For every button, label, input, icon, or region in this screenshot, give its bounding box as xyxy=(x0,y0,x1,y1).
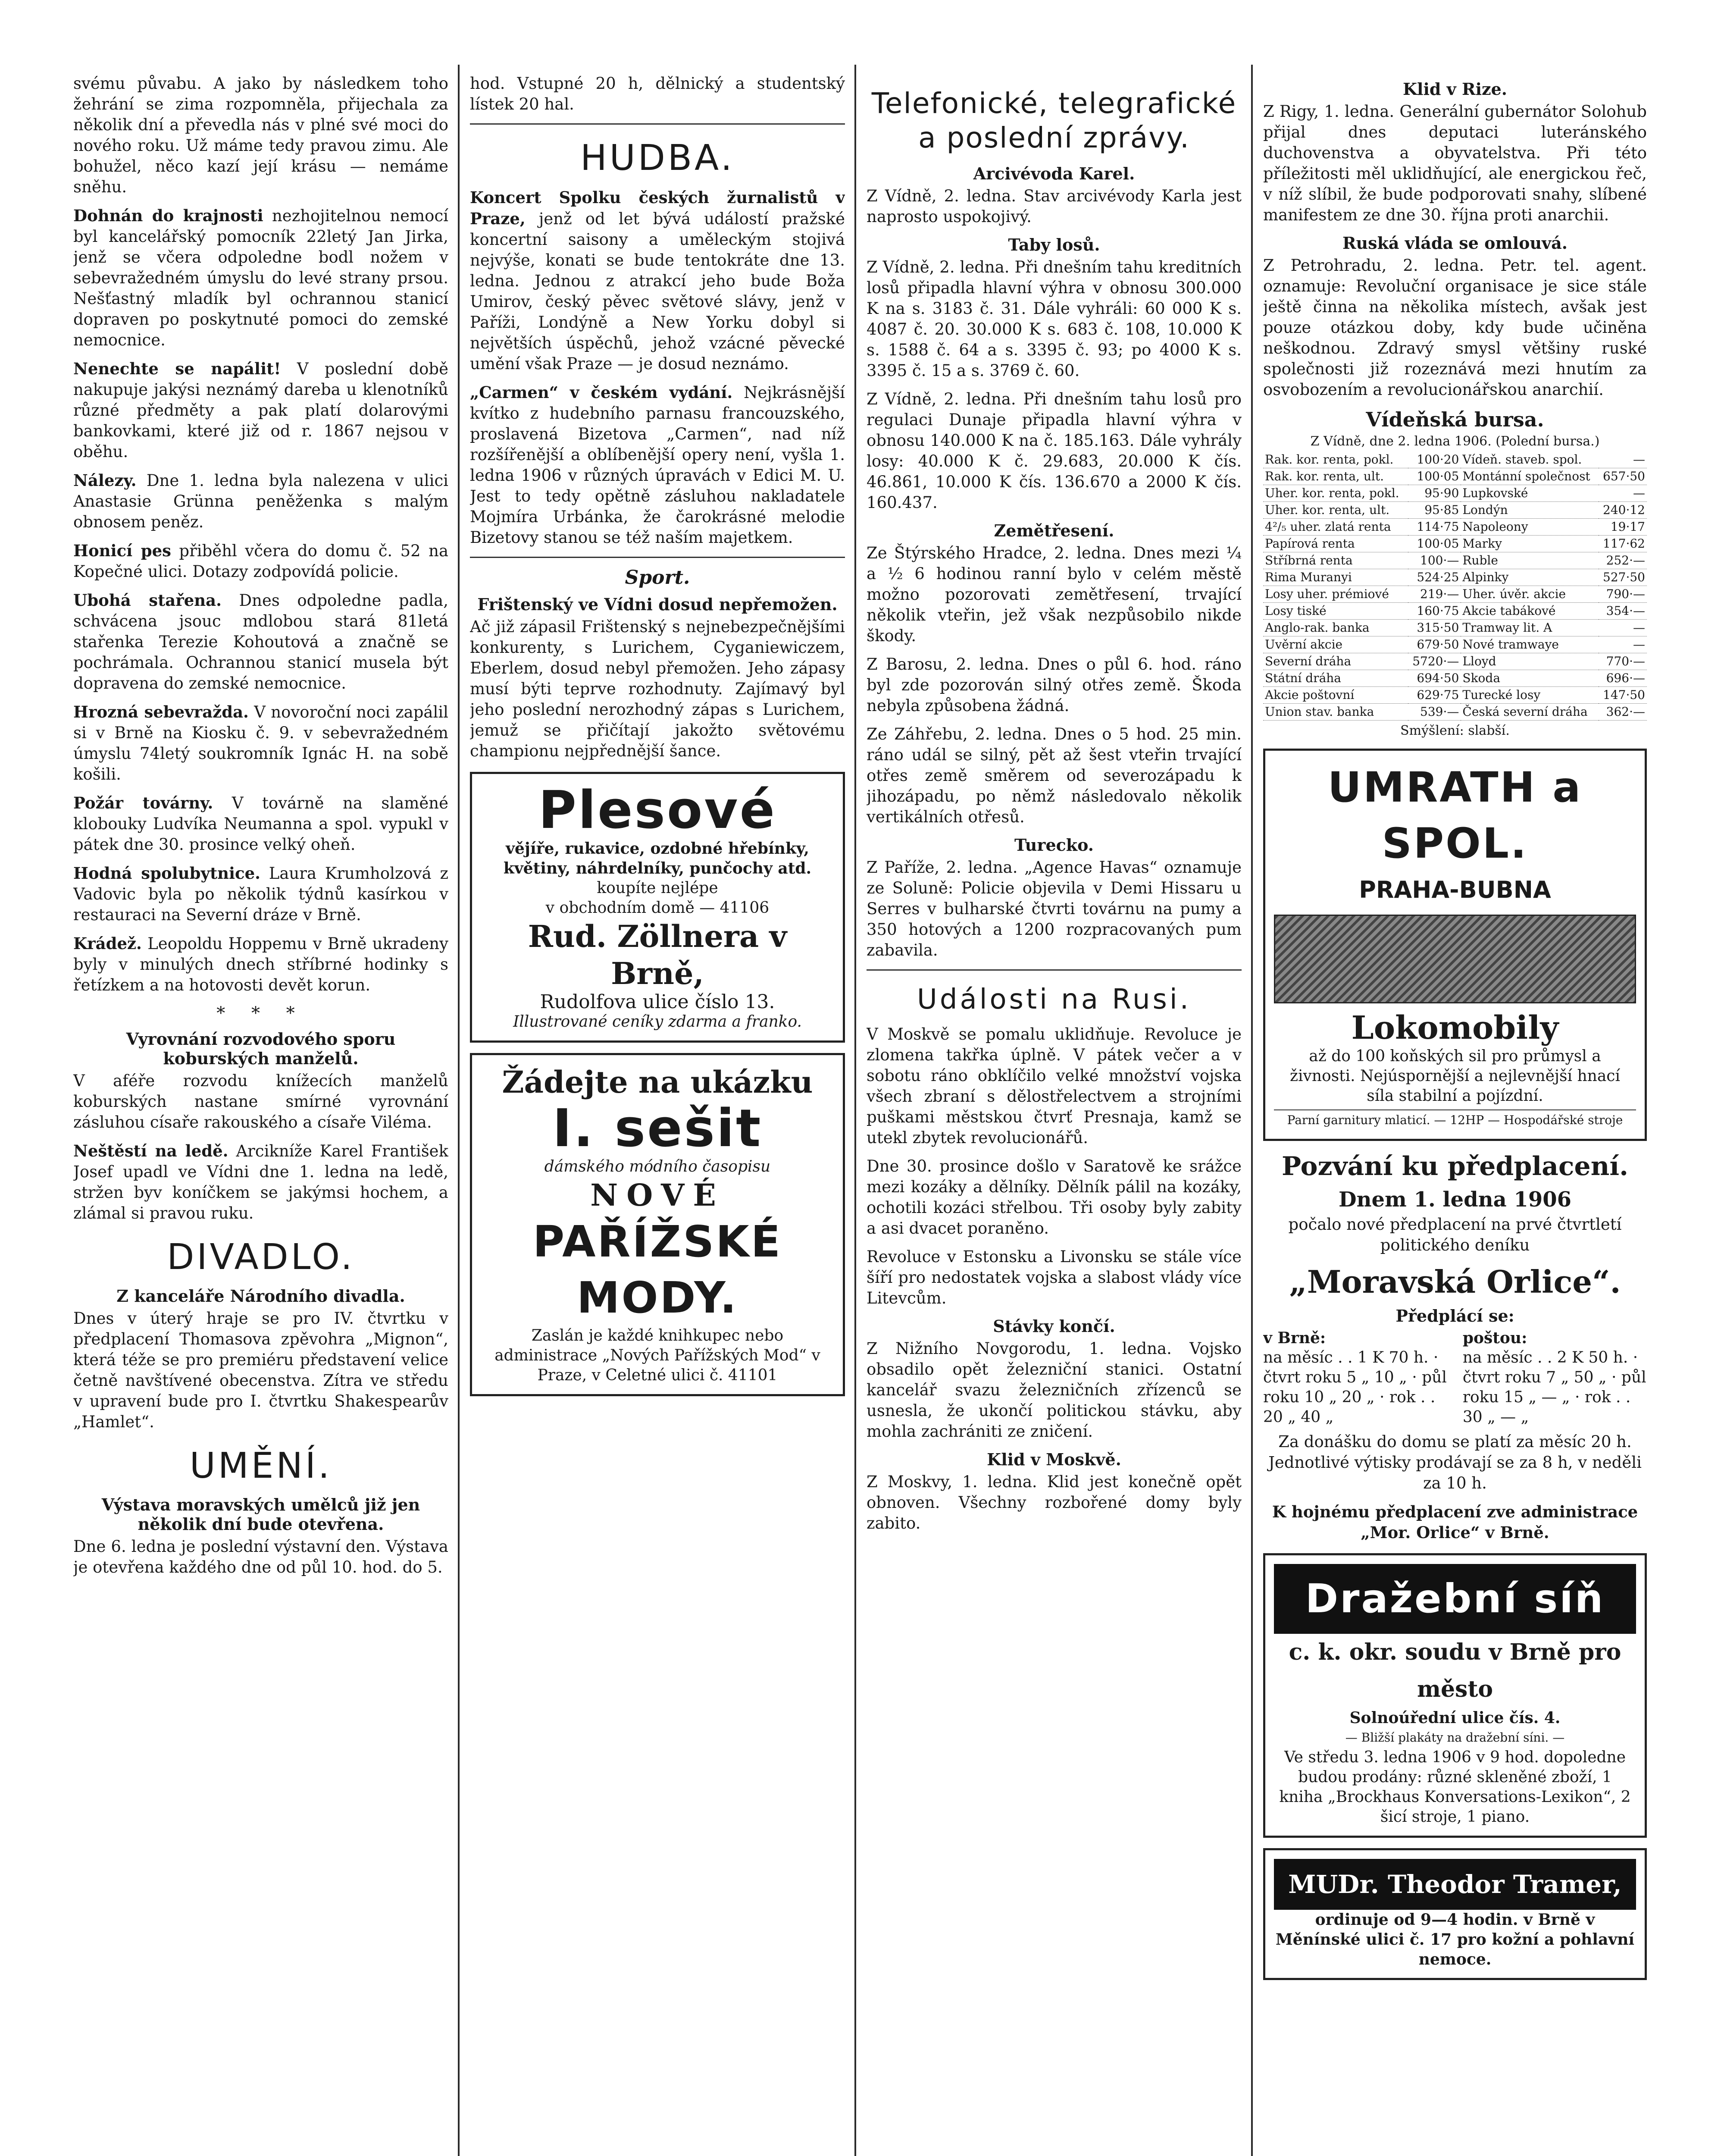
bourse-price: 100·05 xyxy=(1408,468,1461,485)
bourse-security: Lupkovské xyxy=(1461,485,1599,502)
subscription-prices xyxy=(1263,1328,1647,1427)
bourse-security: Lloyd xyxy=(1461,653,1599,670)
bourse-price: 694·50 xyxy=(1408,670,1461,687)
article-text: Z Vídně, 2. ledna. Stav arcivévody Karla jest naprosto uspokojivý. xyxy=(867,187,1242,226)
bourse-security: Losy tiské xyxy=(1263,603,1408,620)
advertisement-zollner xyxy=(470,772,845,1043)
bourse-security: Union stav. banka xyxy=(1263,704,1408,721)
article-text: Revoluce v Estonsku a Livonsku se stále více šíří pro nedostatek vojska a slabost vlády více Litevcům. xyxy=(867,1247,1242,1307)
news-item xyxy=(73,1141,448,1224)
bourse-security: Turecké losy xyxy=(1461,687,1599,704)
bourse-price: 5720·— xyxy=(1408,653,1461,670)
news-item xyxy=(73,358,448,462)
news-lead: Nenechte se napálit! xyxy=(73,359,281,378)
article-heading: Klid v Rize. xyxy=(1402,79,1507,99)
article-heading: Taby losů. xyxy=(1008,235,1100,254)
bourse-price: 696·— xyxy=(1599,670,1647,687)
bourse-price: 100·— xyxy=(1408,552,1461,569)
bourse-price: 95·90 xyxy=(1408,485,1461,502)
article-heading: Frištenský ve Vídni dosud nepřemožen. xyxy=(477,595,838,614)
bourse-price: 524·25 xyxy=(1408,569,1461,586)
bourse-security: Česká severní dráha xyxy=(1461,704,1599,721)
bourse-row xyxy=(1263,569,1647,586)
news-text: V poslední době nakupuje jakýsi neznámý dareba u klenotníků různé předměty a pak platí dolarovými bankovkami, které již od r. 1867 nejsou v oběhu. xyxy=(73,360,448,461)
article-text: hod. Vstupné 20 h, dělnický a studentský lístek 20 hal. xyxy=(470,74,845,113)
news-item xyxy=(73,933,448,996)
article-heading: Klid v Moskvě. xyxy=(987,1450,1121,1469)
section-title-sport: Sport. xyxy=(625,567,690,589)
bourse-price: 147·50 xyxy=(1599,687,1647,704)
article-heading: Turecko. xyxy=(1014,835,1094,855)
news-item xyxy=(73,590,448,694)
column-3 xyxy=(867,73,1242,2156)
news-text: V továrně na slaměné klobouky Ludvíka Neumanna a spol. vypukl v pátek dne 30. prosince velký oheň. xyxy=(73,794,448,854)
bourse-security: Uher. úvěr. akcie xyxy=(1461,586,1599,603)
bourse-security: Ruble xyxy=(1461,552,1599,569)
bourse-price: 657·50 xyxy=(1599,468,1647,485)
bourse-price: 527·50 xyxy=(1599,569,1647,586)
column-rule xyxy=(1251,65,1253,2156)
column-4 xyxy=(1263,73,1647,2156)
bourse-row xyxy=(1263,502,1647,519)
bourse-security: Uher. kor. renta, ult. xyxy=(1263,502,1408,519)
ad-title: MUDr. Theodor Tramer, xyxy=(1274,1859,1636,1910)
bourse-table xyxy=(1263,451,1647,721)
bourse-security: Stříbrná renta xyxy=(1263,552,1408,569)
bourse-security: Severní dráha xyxy=(1263,653,1408,670)
subscription-admin: K hojnému předplacení zve administrace „Mor. Orlice“ v Brně. xyxy=(1272,1502,1638,1542)
article-heading: Arcivévoda Karel. xyxy=(973,164,1135,183)
bourse-price: 539·— xyxy=(1408,704,1461,721)
ad-text: až do 100 koňských sil pro průmysl a živnosti. Nejúspornější a nejlevnější hnací síla stabilní a pojízdní. xyxy=(1290,1047,1620,1105)
bourse-security: Marky xyxy=(1461,536,1599,552)
bourse-security: Tramway lit. A xyxy=(1461,620,1599,636)
ad-text: Ve středu 3. ledna 1906 v 9 hod. dopoledne budou prodány: různé skleněné zboží, 1 kniha „Brockhaus Konversations-Lexikon“, 2 šicí stroje, 1 piano. xyxy=(1279,1749,1631,1826)
ad-text: c. k. okr. soudu v Brně pro město xyxy=(1289,1639,1621,1702)
bourse-row xyxy=(1263,468,1647,485)
ad-text: vějíře, rukavice, ozdobné hřebínky, květiny, náhrdelníky, punčochy atd. xyxy=(503,840,812,877)
column-2 xyxy=(470,73,845,2156)
bourse-price: 95·85 xyxy=(1408,502,1461,519)
article-text: Ze Štýrského Hradce, 2. ledna. Dnes mezi ¼ a ½ 6 hodinou ranní bylo v celém městě možno pozorovati zemětřesení, trvající několik vteřin, jež však nezpůsobilo nikde škody. xyxy=(867,544,1242,645)
bourse-security: Rak. kor. renta, ult. xyxy=(1263,468,1408,485)
bourse-row xyxy=(1263,485,1647,502)
news-item xyxy=(73,863,448,925)
bourse-price: 770·— xyxy=(1599,653,1647,670)
ad-text: Žádejte na ukázku xyxy=(502,1064,813,1100)
bourse-row xyxy=(1263,586,1647,603)
ad-text: Illustrované ceníky zdarma a franko. xyxy=(513,1013,802,1031)
article-text: Z Petrohradu, 2. ledna. Petr. tel. agent. oznamuje: Revoluční organisace je sice stále ještě činna na několika místech, avšak jest pouze otázkou doby, kdy bude učiněna neškodnou. Zdravý smysl většiny ruské společnosti již rozeznává mezi hnutím za osvobozením a revolucionářskou anarchií. xyxy=(1263,256,1647,399)
bourse-security: Papírová renta xyxy=(1263,536,1408,552)
prices-list: na měsíc . . 2 K 50 h. · čtvrt roku 7 „ 50 „ · půl roku 15 „ — „ · rok . . 30 „ — „ xyxy=(1462,1349,1646,1426)
news-item xyxy=(470,187,845,374)
bourse-price: 114·75 xyxy=(1408,519,1461,536)
prices-label: v Brně: xyxy=(1263,1329,1326,1347)
article-text: Z Rigy, 1. ledna. Generální gubernátor Solohub přijal dnes deputaci luteránského duchovenstva a obyvatelstva. Při této příležitosti měl uklidňující, ale energickou řeč, v níž slíbil, že bude podporovati snahy, slíbené manifestem ze dne 30. října proti anarchii. xyxy=(1263,102,1647,224)
news-text: Nejkrásnější kvítko z hudebního parnasu francouzského, proslavená Bizetova „Carmen“, nad níž rozšířenější a oblíbenější opery není, vyšla 1. ledna 1906 v různých úpravách v Edici M. U. Jest to tedy opětně zásluhou nakladatele Mojmíra Urbánka, že čarokrásné melodie Bizetovy stanou se též naším majetkem. xyxy=(470,383,845,547)
bourse-price: 117·62 xyxy=(1599,536,1647,552)
locomobile-illustration xyxy=(1274,915,1636,1003)
bourse-price: 19·17 xyxy=(1599,519,1647,536)
news-lead: Hodná spolubytnice. xyxy=(73,864,260,883)
divider xyxy=(470,557,845,558)
prices-label: poštou: xyxy=(1462,1329,1527,1347)
article-text: Dnes v úterý hraje se pro IV. čtvrtku v předplacení Thomasova zpěvohra „Mignon“, která téže se pro premiéru představení velice četně navštívené obecenstva. Zítra ve středu v upravení bude pro I. čtvrtku Shakespearův „Hamlet“. xyxy=(73,1309,448,1431)
news-lead: Honicí pes xyxy=(73,541,171,560)
article-heading: Stávky končí. xyxy=(993,1316,1115,1336)
news-text: V novoroční noci zapálil si v Brně na Kiosku č. 9. v sebevražedném úmyslu 74letý soukromník Ignác H. na sobě košili. xyxy=(73,703,448,783)
news-item xyxy=(73,205,448,351)
bourse-security: Skoda xyxy=(1461,670,1599,687)
news-text: přiběhl včera do domu č. 52 na Kopečné ulici. Dotazy zodpovídá policie. xyxy=(73,542,448,581)
ad-address: Rudolfova ulice číslo 13. xyxy=(540,991,775,1013)
column-rule xyxy=(854,65,856,2156)
news-text: Dne 1. ledna byla nalezena v ulici Anastasie Grünna peněženka s malým obnosem peněz. xyxy=(73,471,448,531)
bourse-security: Akcie tabákové xyxy=(1461,603,1599,620)
ad-title: Dražební síň xyxy=(1274,1564,1636,1634)
bourse-row xyxy=(1263,670,1647,687)
news-item xyxy=(73,470,448,533)
news-text: Dnes odpoledne padla, schvácena jsouc mdlobou stará 81letá stařenka Terezie Kohoutová a značně se pochrámala. Ochrannou stanicí musela být dopravena do zemské nemocnice. xyxy=(73,591,448,693)
subscription-head: Předplácí se: xyxy=(1395,1306,1514,1326)
prices-posta xyxy=(1463,1328,1647,1427)
bourse-security: Montánní společnost xyxy=(1461,468,1599,485)
prices-list: na měsíc . . 1 K 70 h. · čtvrt roku 5 „ 10 „ · půl roku 10 „ 20 „ · rok . . 20 „ 40 „ xyxy=(1263,1349,1447,1426)
bourse-subheading: Z Vídně, dne 2. ledna 1906. (Polední bursa.) xyxy=(1310,434,1600,449)
article-heading: Zemětřesení. xyxy=(994,521,1114,540)
article-text: Ač již zápasil Frištenský s nejnebezpečnějšími konkurenty, s Lurichem, Cyganiewiczem, Eberlem, dosud nebyl přemožen. Jeho zápasy musí býti teprve rozhodnuty. Zajímavý byl jeho poslední nerozhodný zápas s Lurichem, jemuž se přičítají jakožto světovému championu nejpřednější šance. xyxy=(470,617,845,760)
bourse-security: Rak. kor. renta, pokl. xyxy=(1263,451,1408,468)
ad-text: koupíte nejlépe xyxy=(597,879,718,897)
article-text: Z Paříže, 2. ledna. „Agence Havas“ oznamuje ze Soluně: Policie objevila v Demi Hissaru u Serres v bulharské čtvrti továrnu na pumy a 350 hotových a 1200 rozpracovaných pum zabavila. xyxy=(867,858,1242,959)
bourse-security: 4²/₅ uher. zlatá renta xyxy=(1263,519,1408,536)
section-title-divadlo: DIVADLO. xyxy=(167,1237,355,1278)
ad-text: ordinuje od 9—4 hodin. v Brně v Měnínské ulici č. 17 pro kožní a pohlavní nemoce. xyxy=(1275,1911,1635,1968)
ad-headline: Plesové xyxy=(538,780,776,840)
bourse-price: — xyxy=(1599,485,1647,502)
news-lead: Koncert Spolku českých žurnalistů v Praze, xyxy=(470,188,845,228)
article-text: Z Vídně, 2. ledna. Při dnešním tahu kreditních losů připadla hlavní výhra v obnosu 300.000 K na s. 3183 č. 31. Dále vyhráli: 60 000 K s. 4087 č. 20. 30.000 K s. 683 č. 108, 10.000 K s. 1588 č. 64 a s. 3395 č. 93; po 4000 K s. 3395 č. 15 a s. 3769 č. 60. xyxy=(867,258,1242,380)
bourse-price: 315·50 xyxy=(1408,620,1461,636)
bourse-price: 160·75 xyxy=(1408,603,1461,620)
news-lead: Hrozná sebevražda. xyxy=(73,702,249,721)
bourse-security: Alpinky xyxy=(1461,569,1599,586)
news-text: Leopoldu Hoppemu v Brně ukradeny byly v minulých dnech stříbrné hodinky s řetízkem a na hotovosti devět korun. xyxy=(73,934,448,994)
news-lead: Požár továrny. xyxy=(73,793,213,812)
article-heading: Výstava moravských umělců již jen několik dní bude otevřena. xyxy=(101,1495,420,1534)
section-title-telegraph: Telefonické, telegrafické a poslední zprávy. xyxy=(871,87,1237,154)
bourse-security: Rima Muranyi xyxy=(1263,569,1408,586)
advertisement-modes xyxy=(470,1053,845,1396)
bourse-row xyxy=(1263,552,1647,569)
bourse-note: Smýšlení: slabší. xyxy=(1400,723,1510,738)
ad-text: NOVÉ xyxy=(590,1177,725,1213)
bourse-security: Nové tramwaye xyxy=(1461,636,1599,653)
bourse-price: 354·— xyxy=(1599,603,1647,620)
bourse-price: 362·— xyxy=(1599,704,1647,721)
ad-city: PRAHA-BUBNA xyxy=(1359,876,1551,903)
bourse-price: 100·05 xyxy=(1408,536,1461,552)
bourse-security: Uvěrní akcie xyxy=(1263,636,1408,653)
bourse-row xyxy=(1263,620,1647,636)
article-text: V Moskvě se pomalu uklidňuje. Revoluce je zlomena takřka úplně. V pátek večer a v sobotu ráno obklíčilo velké množství vojska všech zbraní s dělostřelectvem a strojními puškami městskou čtvrť Presnaja, kamž se utekl zbytek revolucionářů. xyxy=(867,1025,1242,1147)
advertisement-umrath xyxy=(1263,749,1647,1141)
bourse-row xyxy=(1263,636,1647,653)
bourse-price: — xyxy=(1599,451,1647,468)
bourse-row xyxy=(1263,603,1647,620)
advertisement-tramer xyxy=(1263,1848,1647,1980)
bourse-security: Státní dráha xyxy=(1263,670,1408,687)
ad-headline: I. sešit xyxy=(552,1099,763,1159)
article-text: Ze Záhřebu, 2. ledna. Dnes o 5 hod. 25 min. ráno udál se silný, pět až šest vteřin trvající otřes země směrem od severozápadu k jihozápadu, po němž následovalo několik vertikálních otřesů. xyxy=(867,725,1242,826)
news-text: jenž od let bývá událostí pražské koncertní saisony a uměleckým stojivá nejvýše, konati se bude tentokráte dne 13. ledna. Jednou z atrakcí jeho bude Boža Umirov, český pěvec světové slávy, jenž v Paříži, Londýně a New Yorku dobyl si největších úspěchů, jehož vzácné pěvecké umění však Praze — je dosud neznámo. xyxy=(470,210,845,373)
article-heading: Z kanceláře Národního divadla. xyxy=(116,1286,405,1306)
bourse-row xyxy=(1263,687,1647,704)
intro-paragraph: svému půvabu. A jako by následkem toho žehrání se zima rozpomněla, přijechala za několik dní a převedla nás v plné své moci do nového roku. Už máme tedy pravou zimu. Ale bohužel, něco kazí její krásu — nemáme sněhu. xyxy=(73,74,448,196)
news-lead: „Carmen“ v českém vydání. xyxy=(470,383,733,402)
prices-brno xyxy=(1263,1328,1447,1427)
news-lead: Neštěstí na ledě. xyxy=(73,1141,228,1160)
subscription-title: Pozvání ku předplacení. xyxy=(1281,1151,1629,1181)
news-lead: Nálezy. xyxy=(73,471,137,490)
ad-firm: Rud. Zöllnera v Brně, xyxy=(528,918,787,991)
bourse-security: Anglo-rak. banka xyxy=(1263,620,1408,636)
bourse-price: 252·— xyxy=(1599,552,1647,569)
news-item xyxy=(73,793,448,855)
ad-firm: UMRATH a SPOL. xyxy=(1327,763,1583,868)
ad-product: Lokomobily xyxy=(1351,1009,1559,1047)
section-title-umeni: UMĚNÍ. xyxy=(189,1445,332,1486)
news-lead: Ubohá stařena. xyxy=(73,591,222,610)
section-title-rusi: Události na Rusi. xyxy=(917,984,1191,1015)
bourse-price: 240·12 xyxy=(1599,502,1647,519)
news-item xyxy=(73,702,448,785)
news-text: Laura Krumholzová z Vadovic byla po několik týdnů kasírkou v restauraci na Severní dráze v Brně. xyxy=(73,864,448,924)
bourse-security: Vídeň. staveb. spol. xyxy=(1461,451,1599,468)
news-text: nezhojitelnou nemocí byl kancelářský pomocník 22letý Jan Jirka, jenž se včera odpoledne bodl nožem v sebevražedném úmyslu do levé strany prsou. Nešťastný mladík byl ochrannou stanicí dopraven po poskytnuté pomoci do zemské nemocnice. xyxy=(73,207,448,349)
bourse-security: Uher. kor. renta, pokl. xyxy=(1263,485,1408,502)
advertisement-auction xyxy=(1263,1553,1647,1838)
newspaper-name: „Moravská Orlice“. xyxy=(1289,1263,1621,1300)
article-text: Dne 6. ledna je poslední výstavní den. Výstava je otevřena každého dne od půl 10. hod. do 5. xyxy=(73,1537,448,1576)
bourse-price: 100·20 xyxy=(1408,451,1461,468)
bourse-security: Akcie poštovní xyxy=(1263,687,1408,704)
divider xyxy=(867,969,1242,971)
article-heading: Ruská vláda se omlouvá. xyxy=(1342,233,1568,253)
article-text: V aféře rozvodu knížecích manželů koburských nastane smírné vyrovnání zásluhou císaře rakouského a císaře Viléma. xyxy=(73,1072,448,1131)
article-text: Z Moskvy, 1. ledna. Klid jest konečně opět obnoven. Všechny rozbořené domy byly zabito. xyxy=(867,1473,1242,1532)
bourse-price: — xyxy=(1599,636,1647,653)
ad-text: v obchodním domě — 41106 xyxy=(545,899,770,917)
bourse-price: 790·— xyxy=(1599,586,1647,603)
bourse-price: 679·50 xyxy=(1408,636,1461,653)
subscription-date: Dnem 1. ledna 1906 xyxy=(1338,1188,1572,1212)
ad-text: Parní garnitury mlaticí. — 12HP — Hospodářské stroje xyxy=(1274,1109,1636,1130)
article-text: Dne 30. prosince došlo v Saratově ke srážce mezi kozáky a dělníky. Dělník pálil na kozáky, ochotili kozáci střelbou. Tři osoby byly zabity a asi dvacet poraněno. xyxy=(867,1157,1242,1238)
subscription-text: počalo nové předplacení na prvé čtvrtletí politického deníku xyxy=(1288,1215,1622,1254)
news-text: Arcikníže Karel František Josef upadl ve Vídni dne 1. ledna na ledě, stržen byv koníčkem se jakýmsi hochem, a zlámal si pravou ruku. xyxy=(73,1142,448,1222)
news-item xyxy=(73,540,448,582)
article-heading: Vyrovnání rozvodového sporu koburských manželů. xyxy=(126,1029,396,1068)
bourse-row xyxy=(1263,536,1647,552)
subscription-note: Za donášku do domu se platí za měsíc 20 h. Jednotlivé výtisky prodávají se za 8 h, v neděli za 10 h. xyxy=(1268,1432,1642,1492)
bourse-security: Londýn xyxy=(1461,502,1599,519)
bourse-price: 219·— xyxy=(1408,586,1461,603)
news-lead: Dohnán do krajnosti xyxy=(73,206,263,225)
column-rule xyxy=(458,65,460,2156)
article-text: Z Barosu, 2. ledna. Dnes o půl 6. hod. ráno byl zde pozorován silný otřes země. Škoda nebyla způsobena žádná. xyxy=(867,655,1242,715)
bourse-row xyxy=(1263,704,1647,721)
ad-text: Zaslán je každé knihkupec nebo administrace „Nových Pařížských Mod“ v Praze, v Celetné ulici č. 41101 xyxy=(494,1327,820,1384)
column-1 xyxy=(73,73,448,2156)
news-lead: Krádež. xyxy=(73,934,142,953)
ad-address: Solnoúřední ulice čís. 4. xyxy=(1349,1709,1561,1727)
divider xyxy=(470,123,845,125)
article-text: Z Vídně, 2. ledna. Při dnešním tahu losů pro regulaci Dunaje připadla hlavní výhra v obnosu 140.000 K na č. 185.163. Dále vyhrály losy: 40.000 K č. 29.683, 20.000 K čís. 46.861, 10.000 K čís. 136.670 a 2000 K čís. 160.437. xyxy=(867,390,1242,512)
bourse-price: 629·75 xyxy=(1408,687,1461,704)
ad-title: PAŘÍŽSKÉ MODY. xyxy=(532,1216,782,1323)
article-text: Z Nižního Novgorodu, 1. ledna. Vojsko obsadilo opět železniční stanici. Ostatní kancelář svazu železničních zřízenců se usnesla, že ukončí politickou stávku, aby mohla zachrániti ze zničení. xyxy=(867,1339,1242,1441)
news-item xyxy=(470,382,845,548)
bourse-heading: Vídeňská bursa. xyxy=(1366,408,1544,431)
bourse-price: — xyxy=(1599,620,1647,636)
section-title-hudba: HUDBA. xyxy=(580,138,735,179)
bourse-row xyxy=(1263,451,1647,468)
bourse-row xyxy=(1263,653,1647,670)
ad-text: dámského módního časopisu xyxy=(544,1158,771,1175)
ad-text: — Bližší plakáty na dražební síni. — xyxy=(1345,1730,1565,1745)
bourse-row xyxy=(1263,519,1647,536)
bourse-security: Napoleony xyxy=(1461,519,1599,536)
section-divider: * * * xyxy=(216,1003,305,1023)
bourse-security: Losy uher. prémiové xyxy=(1263,586,1408,603)
